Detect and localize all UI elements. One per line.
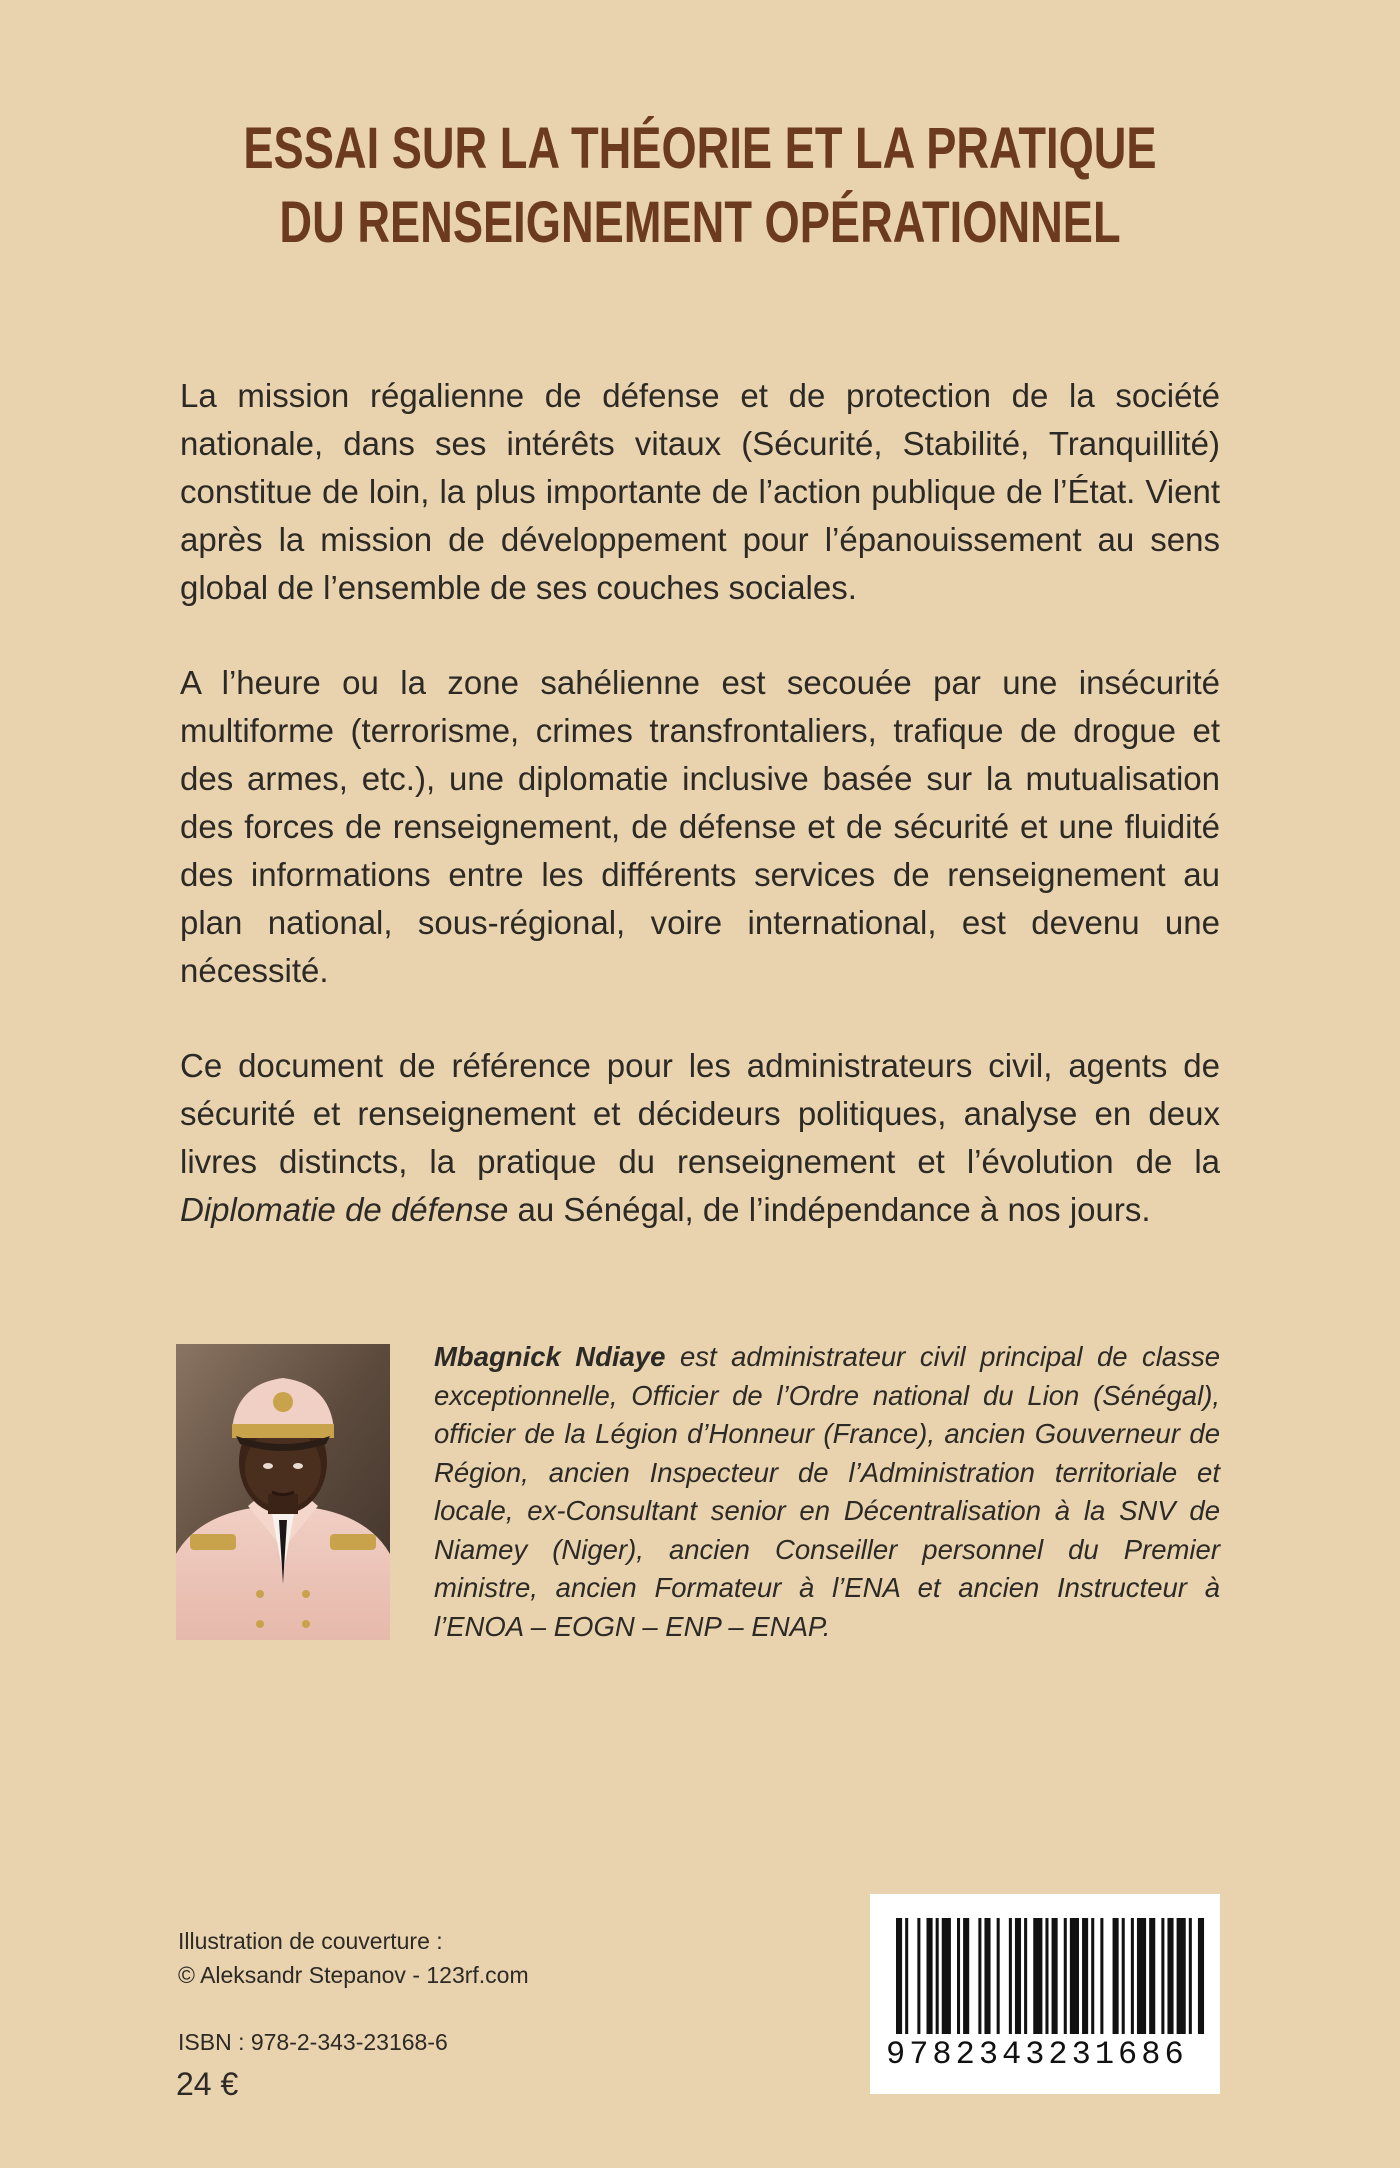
barcode-bar [1045,1918,1048,2034]
barcode-bar [1082,1918,1088,2034]
blurb-paragraph-3 [180,1042,1220,1234]
blurb-paragraph-3-start: Ce document de référence pour les administrateurs civil, agents de sécurité et renseignement et décideurs politiques, analyse en deux livres distincts, la pratique du renseignement et l’évolution de la [180,1047,1220,1180]
barcode-bar [1064,1918,1067,2034]
barcode-bar [1113,1918,1119,2034]
blurb-italic-term: Diplomatie de défense [180,1191,509,1228]
barcode-bar [1137,1918,1146,2034]
author-bio [434,1338,1220,1646]
barcode-bar [1009,1918,1012,2034]
author-name: Mbagnick Ndiaye [434,1341,666,1372]
barcode-bar [936,1918,939,2034]
barcode-bar [927,1918,933,2034]
blurb-paragraph-2: A l’heure ou la zone sahélienne est secouée par une insécurité multiforme (terrorisme, crimes transfrontaliers, trafique de drogue et des armes, etc.), une diplomatie inclusive basée sur la mutualisation des forces de renseignement, de défense et de sécurité et une fluidité des informations entre les différents services de renseignement au plan national, sous-régional, voire international, est devenu une nécessité. [180,664,1220,989]
barcode-bar [1167,1918,1173,2034]
barcode-bar [1070,1918,1079,2034]
barcode-bar [957,1918,960,2034]
barcode-bar [1122,1918,1125,2034]
barcode-bar [905,1918,908,2034]
author-portrait-illustration [176,1344,390,1640]
book-title [154,112,1246,260]
barcode-bar [1015,1918,1021,2034]
barcode [870,1894,1220,2094]
barcode-bar [1131,1918,1134,2034]
barcode-bar [942,1918,951,2034]
barcode-bar [963,1918,969,2034]
author-portrait [176,1344,390,1640]
barcode-bar [896,1918,902,2034]
blurb-paragraph-3-end: au Sénégal, de l’indépendance à nos jours. [517,1191,1151,1228]
barcode-bar [1100,1918,1103,2034]
barcode-bar [997,1918,1000,2034]
barcode-digits: 9782343231686 [886,2036,1188,2073]
cover-credit [178,1924,529,1992]
barcode-bar [984,1918,990,2034]
cover-credit-line-2: © Aleksandr Stepanov - 123rf.com [178,1962,529,1988]
book-title-line-2: DU RENSEIGNEMENT OPÉRATIONNEL [279,190,1121,255]
barcode-bar [1161,1918,1164,2034]
price: 24 € [176,2066,239,2102]
barcode-bar [1091,1918,1094,2034]
barcode-bar [1149,1918,1155,2034]
barcode-bar [1024,1918,1027,2034]
barcode-bar [978,1918,981,2034]
barcode-bar [1177,1918,1186,2034]
author-bio-text: est administrateur civil principal de classe exceptionnelle, Officier de l’Ordre national du Lion (Sénégal), officier de la Légion d’Honneur (France), ancien Gouverneur de Région, ancien Inspecteur de l’Administration territoriale et locale, ex-Consultant senior en Décentralisation à la SNV de Niamey (Niger), ancien Conseiller personnel du Premier ministre, ancien Formateur à l’ENA et ancien Instructeur à l’ENOA – EOGN – ENP – ENAP. [434,1341,1220,1642]
cover-credit-line-1: Illustration de couverture : [178,1928,443,1954]
isbn: ISBN : 978-2-343-23168-6 [178,2029,448,2055]
blurb [180,372,1220,1281]
barcode-bar [1189,1918,1192,2034]
book-title-line-1: ESSAI SUR LA THÉORIE ET LA PRATIQUE [243,116,1157,181]
barcode-bar [1033,1918,1042,2034]
barcode-bar [1198,1918,1204,2034]
barcode-bar [1052,1918,1058,2034]
blurb-paragraph-1: La mission régalienne de défense et de protection de la société nationale, dans ses intérêts vitaux (Sécurité, Stabilité, Tranquillité) constitue de loin, la plus importante de l’action publique de l’État. Vient après la mission de développement pour l’épanouissement au sens global de l’ensemble de ses couches sociales. [180,377,1220,606]
barcode-bar [917,1918,920,2034]
